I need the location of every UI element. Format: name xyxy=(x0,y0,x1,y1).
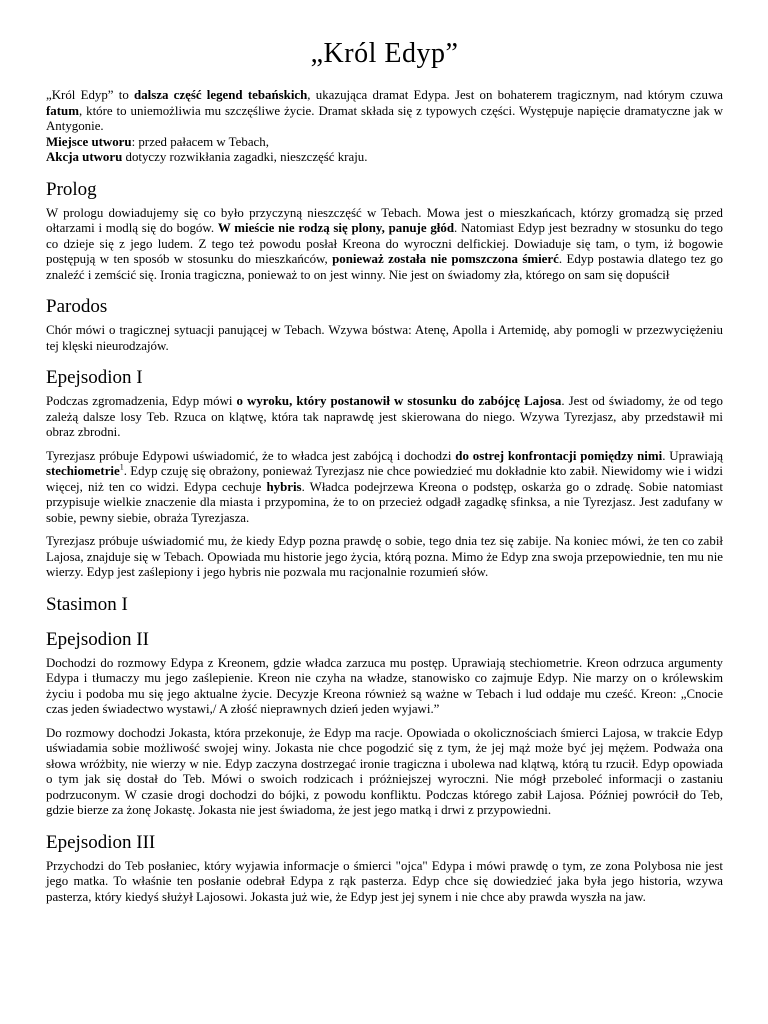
body-paragraph: Tyrezjasz próbuje uświadomić mu, że kiedy Edyp pozna prawdę o sobie, tego dnia tez się zabije. Na koniec mówi, że ten co zabił Lajosa, znajduje się w Tebach. Opowiada mu historie jego życia, którą pozna. Mimo że Edyp zna swoja przepowiednie, ten mu nie wierzy. Edyp jest zaślepiony i jego hybris nie pozwala mu racjonalnie rozumień słów. xyxy=(46,534,723,579)
intro-paragraph: „Król Edyp” to dalsza część legend tebańskich, ukazująca dramat Edypa. Jest on bohaterem tragicznym, nad którym czuwa fatum, które to uniemożliwia mu szczęśliwe życie. Dramat składa się z typowych części. Występuje napięcie dramatyczne jak w Antygonie. xyxy=(46,88,723,133)
body-paragraph: Przychodzi do Teb posłaniec, który wyjawia informacje o śmierci "ojca" Edypa i mówi prawdę o tym, ze zona Polybosa nie jest jego matka. To właśnie ten posłanie odebrał Edypa z rąk pasterza. Edyp chce się dowiedzieć jaka była jego historia, wzywa pasterza, który kiedyś służył Lajosowi. Jokasta już wie, że Edyp jest jej synem i nie chce aby prawda wyszła na jaw. xyxy=(46,858,723,904)
body-paragraph: W prologu dowiadujemy się co było przyczyną nieszczęść w Tebach. Mowa jest o mieszkańcach, którzy gromadzą się przed ołtarzami i modlą się do bogów. W mieście nie rodzą się plony, panuje głód. Natomiast Edyp jest bezradny w stosunku do tego co dzieje się z jego ludem. Z tego też powodu posłał Kreona do wyroczni delfickiej. Dowiaduje się tam, o tym, iż bogowie postępują w ten sposób w stosunku do mieszkańców, ponieważ została nie pomszczona śmierć. Edyp postawia dlatego tez go znaleźć i zemścić się. Ironia tragiczna, ponieważ to on jest winny. Nie jest on świadomy zła, którego on sam się dopuścił xyxy=(46,205,724,282)
section-heading-epejsodion-2: Epejsodion II xyxy=(46,628,149,650)
body-paragraph: Chór mówi o tragicznej sytuacji panującej w Tebach. Wzywa bóstwa: Atenę, Apolla i Artemidę, aby pomogli w przezwyciężeniu tej klęski nieurodzajów. xyxy=(46,323,723,353)
body-paragraph: Podczas zgromadzenia, Edyp mówi o wyroku, który postanowił w stosunku do zabójcę Lajosa. Jest od świadomy, że od tego zależą dalsze losy Teb. Rzuca on klątwę, która tak naprawdę jest skierowana do niego. Wzywa Tyrezjasz, aby przedstawił mi obraz zbrodni. xyxy=(46,394,723,439)
intro-action-line: Akcja utworu dotyczy rozwikłania zagadki, nieszczęść kraju. xyxy=(46,150,368,164)
section-heading-epejsodion-3: Epejsodion III xyxy=(46,831,156,853)
intro-place-line: Miejsce utworu: przed pałacem w Tebach, xyxy=(46,134,269,149)
document-title: „Król Edyp” xyxy=(310,38,459,69)
body-paragraph: Dochodzi do rozmowy Edypa z Kreonem, gdzie władca zarzuca mu postęp. Uprawiają stechiometrie. Kreon odrzuca argumenty Edypa i tłumaczy mu jego zaślepienie. Kreon nie czyha na władze, stanowisko co zajmuje Edyp. Nie marzy on o królewskim życiu i podoba mu się jego aktualne życie. Decyzje Kreona również są ważne w Tebach i lud oddaje mu cześć. Kreon: „Cnocie czas jeden świadectwo wystawi,/ A złość nieprawnych dzień jeden wyjawi.” xyxy=(46,655,723,716)
section-heading-epejsodion-1: Epejsodion I xyxy=(46,367,143,388)
section-heading-stasimon-1: Stasimon I xyxy=(46,593,128,615)
body-paragraph: Do rozmowy dochodzi Jokasta, która przekonuje, że Edyp ma racje. Opowiada o okolicznościach śmierci Lajosa, w trakcie Edyp uświadamia sobie możliwość swojej winy. Jokasta nie chce pogodzić się z tym, że jej mąż może być jej mężem. Podważa ona słowa wróżbity, nie wierzy w nie. Edyp zaczyna dostrzegać ironie tragiczna i ubolewa nad klątwą, którą tu rzucił. Edyp opowiada o tym jak się dostał do Teb. Mówi o swoich rodzicach i próżniejszej wyroczni. Nie mógł przeboleć informacji o zastaniu podrzuconym. W czasie drogi dochodzi do bójki, z powodu konfliktu. Podczas którego zabił Lajosa. Później powrócił do Teb, gdzie bierze za żonę Jokastę. Jokasta nie jest świadoma, że jest jego matką i drwi z przypowiedni. xyxy=(46,725,723,817)
section-heading-prolog: Prolog xyxy=(46,178,97,200)
section-heading-parodos: Parodos xyxy=(46,296,108,317)
body-paragraph: Tyrezjasz próbuje Edypowi uświadomić, że to władca jest zabójcą i dochodzi do ostrej konfrontacji pomiędzy nimi. Uprawiają stechiometrie$^1$. Edyp czuję się obrażony, ponieważ Tyrezjasz nie chce powiedzieć mu dokładnie kto zabił. Niewidomy wie i widzi więcej, niż ten co widzi. Edypa cechuje hybris. Władca podejrzewa Kreona o podstęp, oskarża go o zdradę. Sobie natomiast przypisuje wielkie znaczenie dla miasta i przypomina, że to on przecież odgadł zagadkę sfinksa, a nie Tyrezjasz. Jest zadufany w sobie, pewny siebie, obraża Tyrezjasza. xyxy=(46,448,723,525)
